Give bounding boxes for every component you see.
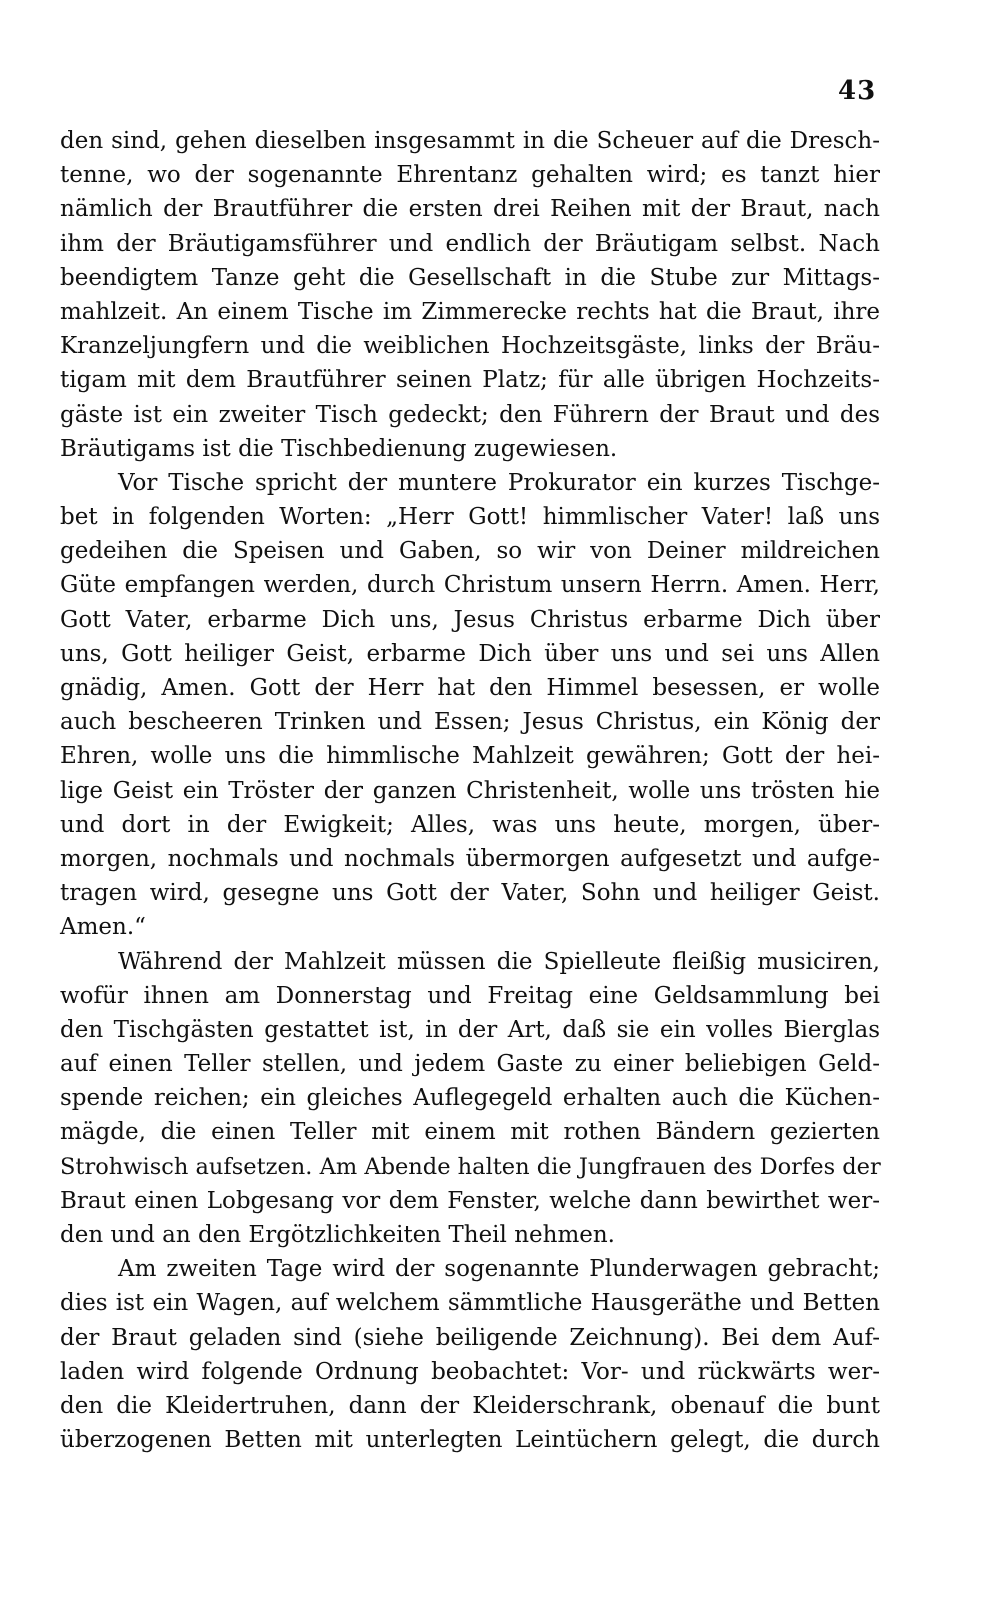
text-line: uns, Gott heiliger Geist, erbarme Dich über uns und sei uns Allen — [60, 640, 880, 667]
text-line: auf einen Teller stellen, und jedem Gaste zu einer beliebigen Geld- — [60, 1051, 880, 1078]
text-line: den Tischgästen gestattet ist, in der Art, daß sie ein volles Bierglas — [60, 1016, 880, 1043]
text-line: Güte empfangen werden, durch Christum unsern Herrn. Amen. Herr, — [60, 572, 880, 599]
text-line: Gott Vater, erbarme Dich uns, Jesus Christus erbarme Dich über — [60, 606, 880, 633]
text-line: Kranzeljungfern und die weiblichen Hochzeitsgäste, links der Bräu- — [60, 333, 880, 360]
text-line: spende reichen; ein gleiches Auflegegeld erhalten auch die Küchen- — [60, 1085, 880, 1112]
text-line: gnädig, Amen. Gott der Herr hat den Himmel besessen, er wolle — [60, 675, 880, 701]
text-line: Bräutigams ist die Tischbedienung zugewiesen. — [60, 435, 618, 462]
text-line: Während der Mahlzeit müssen die Spielleute fleißig musiciren, — [118, 948, 880, 975]
text-line: überzogenen Betten mit unterlegten Leintüchern gelegt, die durch — [60, 1427, 880, 1454]
text-line: ihm der Bräutigamsführer und endlich der Bräutigam selbst. Nach — [60, 230, 880, 257]
body-text — [60, 124, 880, 1457]
text-line: Strohwisch aufsetzen. Am Abende halten die Jungfrauen des Dorfes der — [60, 1153, 881, 1180]
text-line: tenne, wo der sogenannte Ehrentanz gehalten wird; es tanzt hier — [60, 162, 880, 189]
text-line: gäste ist ein zweiter Tisch gedeckt; den Führern der Braut und des — [60, 401, 880, 428]
text-line: lige Geist ein Tröster der ganzen Christenheit, wolle uns trösten hie — [60, 777, 880, 804]
text-line: den und an den Ergötzlichkeiten Theil nehmen. — [60, 1222, 615, 1248]
text-line: mahlzeit. An einem Tische im Zimmerecke rechts hat die Braut, ihre — [60, 298, 880, 325]
text-line: Ehren, wolle uns die himmlische Mahlzeit gewähren; Gott der hei- — [60, 743, 880, 770]
text-line: Vor Tische spricht der muntere Prokurator ein kurzes Tischge- — [118, 469, 880, 496]
text-line: morgen, nochmals und nochmals übermorgen aufgesetzt und aufge- — [60, 845, 880, 872]
text-line: den die Kleidertruhen, dann der Kleiderschrank, obenauf die bunt — [60, 1392, 880, 1419]
text-line: gedeihen die Speisen und Gaben, so wir von Deiner mildreichen — [60, 538, 880, 565]
text-line: den sind, gehen dieselben insgesammt in die Scheuer auf die Dresch- — [60, 128, 880, 154]
text-line: wofür ihnen am Donnerstag und Freitag eine Geldsammlung bei — [60, 982, 880, 1009]
text-line: Amen.“ — [60, 914, 146, 941]
text-line: laden wird folgende Ordnung beobachtet: Vor- und rückwärts wer- — [60, 1358, 880, 1385]
text-line: mägde, die einen Teller mit einem mit rothen Bändern gezierten — [60, 1119, 880, 1146]
text-line: der Braut geladen sind (siehe beiligende Zeichnung). Bei dem Auf- — [60, 1324, 880, 1351]
text-line: nämlich der Brautführer die ersten drei Reihen mit der Braut, nach — [60, 196, 880, 223]
text-line: dies ist ein Wagen, auf welchem sämmtliche Hausgeräthe und Betten — [60, 1290, 880, 1317]
text-line: und dort in der Ewigkeit; Alles, was uns heute, morgen, über- — [60, 811, 880, 838]
text-line: tragen wird, gesegne uns Gott der Vater, Sohn und heiliger Geist. — [60, 880, 880, 907]
text-line: Braut einen Lobgesang vor dem Fenster, welche dann bewirthet wer- — [60, 1187, 880, 1214]
text-line: bet in folgenden Worten: „Herr Gott! himmlischer Vater! laß uns — [60, 504, 880, 531]
text-line: beendigtem Tanze geht die Gesellschaft in die Stube zur Mittags- — [60, 264, 880, 291]
text-line: Am zweiten Tage wird der sogenannte Plunderwagen gebracht; — [118, 1256, 880, 1283]
page-number: 43 — [838, 76, 877, 106]
text-line: auch bescheeren Trinken und Essen; Jesus Christus, ein König der — [60, 709, 880, 736]
text-line: tigam mit dem Brautführer seinen Platz; für alle übrigen Hochzeits- — [60, 367, 880, 394]
